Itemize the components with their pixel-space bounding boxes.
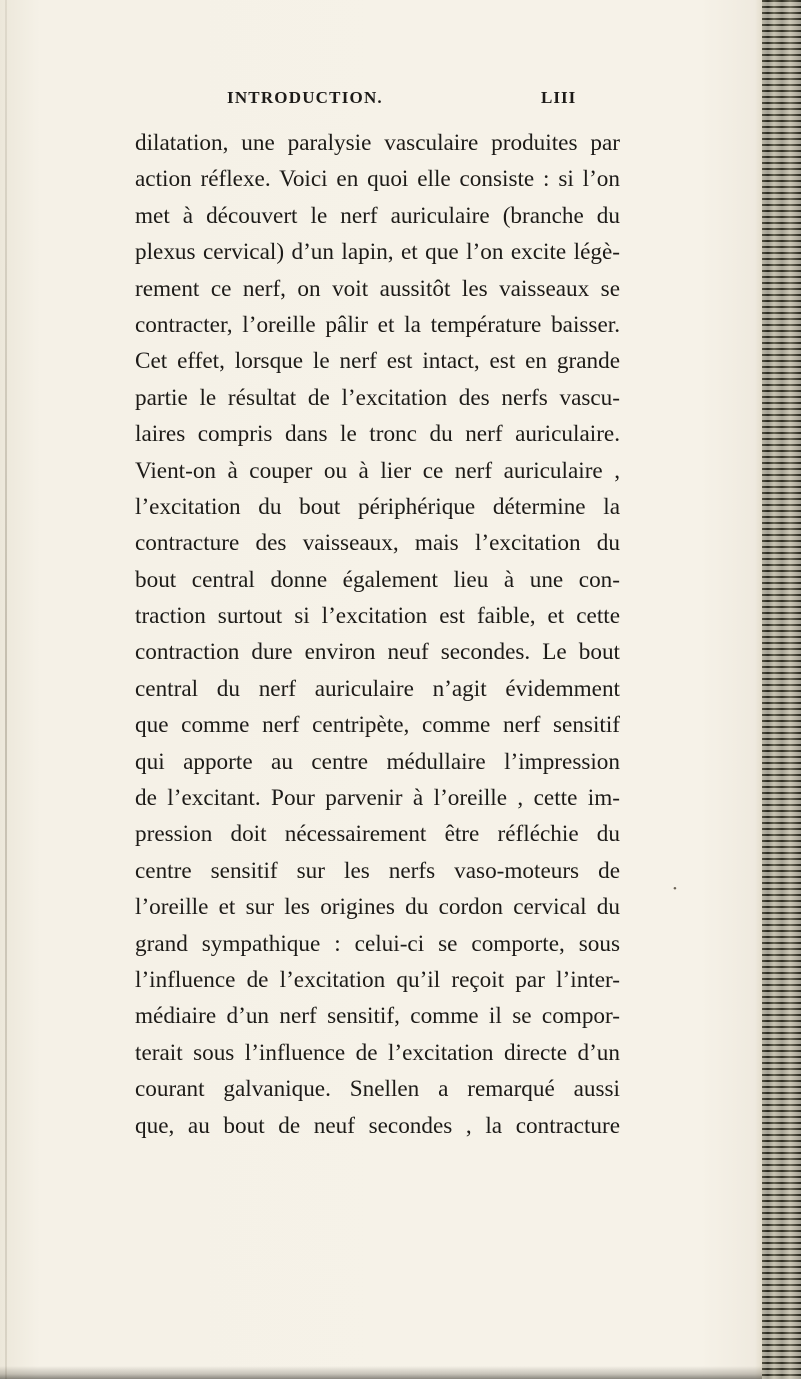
text-line: l’excitation du bout périphérique détermine la [135, 493, 620, 520]
text-line: l’oreille et sur les origines du cordon cervical du [135, 894, 620, 921]
body-text [135, 125, 620, 1144]
text-line: centre sensitif sur les nerfs vaso-moteurs de [135, 857, 620, 884]
book-binding [762, 0, 801, 1379]
text-line: que comme nerf centripète, comme nerf sensitif [135, 712, 620, 739]
ink-speck: • [673, 883, 677, 895]
text-line: l’influence de l’excitation qu’il reçoit par l’inter- [135, 966, 620, 993]
text-line: rement ce nerf, on voit aussitôt les vaisseaux se [135, 275, 620, 302]
running-head: INTRODUCTION. [227, 88, 383, 107]
text-line: Cet effet, lorsque le nerf est intact, est en grande [135, 348, 620, 375]
text-line: médiaire d’un nerf sensitif, comme il se compor- [135, 1003, 620, 1030]
page-edge [5, 0, 7, 1379]
text-line: contracter, l’oreille pâlir et la température baisser. [135, 311, 620, 338]
text-line: grand sympathique : celui-ci se comporte, sous [135, 930, 620, 957]
text-line: laires compris dans le tronc du nerf auriculaire. [135, 421, 620, 448]
text-line: que, au bout de neuf secondes , la contracture [135, 1112, 620, 1139]
text-line: met à découvert le nerf auriculaire (branche du [135, 202, 620, 229]
text-line: bout central donne également lieu à une con- [135, 566, 620, 593]
text-line: qui apporte au centre médullaire l’impression [135, 748, 620, 775]
text-line: partie le résultat de l’excitation des nerfs vascu- [135, 384, 620, 411]
page-bottom-shadow [0, 1366, 762, 1379]
text-line: contraction dure environ neuf secondes. Le bout [135, 639, 620, 666]
text-line: terait sous l’influence de l’excitation directe d’un [135, 1039, 620, 1066]
text-line: action réflexe. Voici en quoi elle consiste : si l’on [135, 166, 620, 193]
text-line: plexus cervical) d’un lapin, et que l’on excite légè- [135, 239, 620, 266]
page-number: LIII [541, 88, 577, 107]
text-line: courant galvanique. Snellen a remarqué aussi [135, 1076, 620, 1103]
text-line: contracture des vaisseaux, mais l’excitation du [135, 530, 620, 557]
page-header [0, 88, 762, 114]
text-line: de l’excitant. Pour parvenir à l’oreille , cette im- [135, 785, 620, 812]
text-line: pression doit nécessairement être réfléchie du [135, 821, 620, 848]
text-line: central du nerf auriculaire n’agit évidemment [135, 675, 620, 702]
text-line: Vient-on à couper ou à lier ce nerf auriculaire , [135, 457, 620, 484]
text-line: dilatation, une paralysie vasculaire produites par [135, 130, 620, 156]
text-line: traction surtout si l’excitation est faible, et cette [135, 603, 620, 630]
